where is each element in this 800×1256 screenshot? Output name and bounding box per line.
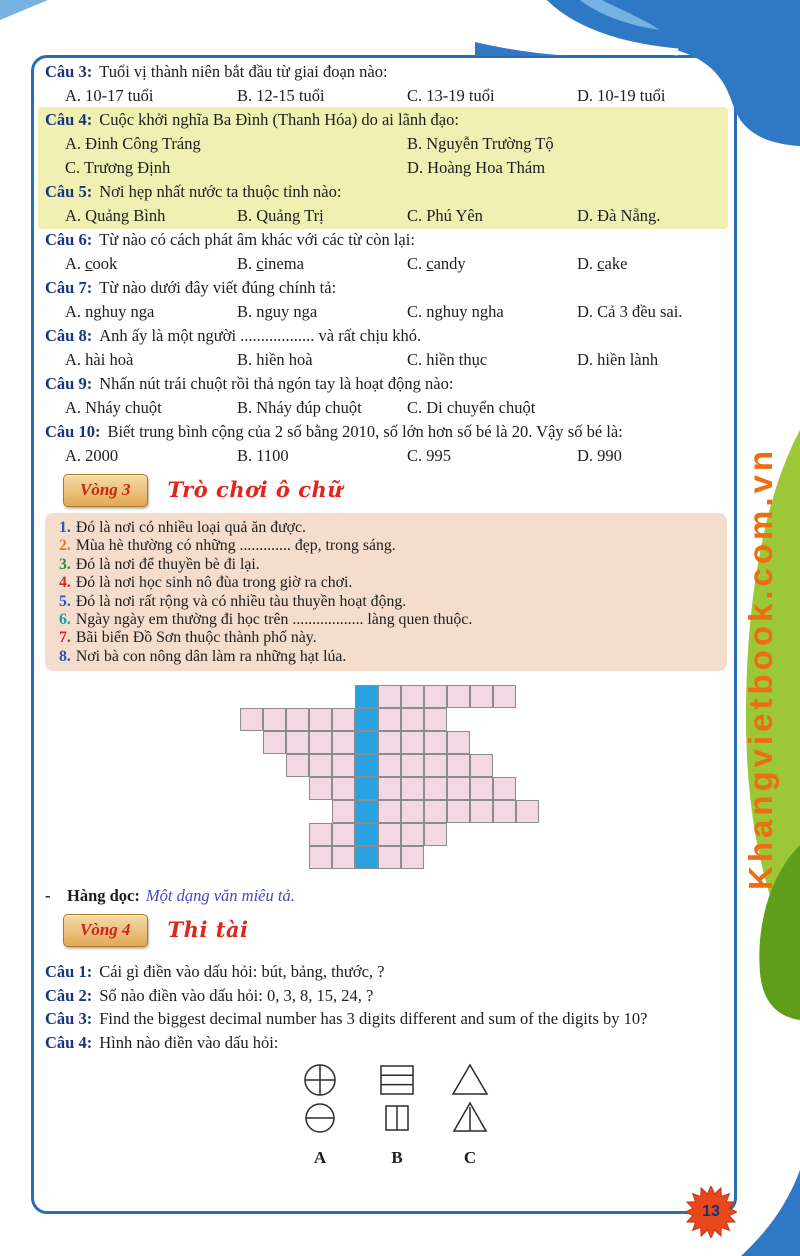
question-text: Từ nào có cách phát âm khác với các từ còn lại: <box>99 230 415 249</box>
crossword-cell <box>332 777 355 800</box>
crossword-cell <box>378 731 401 754</box>
clue-4 <box>59 574 717 592</box>
crossword-cell <box>378 754 401 777</box>
crossword-cell <box>470 777 493 800</box>
option-d: D. Hoàng Hoa Thám <box>407 158 546 177</box>
crossword-cell <box>332 823 355 846</box>
question-label: Câu 3: <box>45 1009 93 1029</box>
question-text: Find the biggest decimal number has 3 digits different and sum of the digits by 10? <box>99 1009 648 1029</box>
round3-header <box>45 472 727 508</box>
option-b: B. hiền hoà <box>237 350 313 369</box>
question-cau8 <box>45 324 727 348</box>
question-label: Câu 9: <box>45 374 93 393</box>
clue-text: Nơi bà con nông dân làm ra những hạt lúa. <box>75 647 347 665</box>
option-a: A. Đinh Công Tráng <box>65 134 201 153</box>
question-text: Biết trung bình cộng của 2 số bằng 2010, số lớn hơn số bé là 20. Vậy số bé là: <box>107 422 623 441</box>
square-hlines-icon <box>381 1066 413 1094</box>
question-label: Câu 4: <box>45 1032 93 1052</box>
option-a: A. 10-17 tuổi <box>65 86 154 105</box>
crossword-cell-highlight <box>355 754 378 777</box>
option-c: C. 13-19 tuổi <box>407 86 495 105</box>
vertical-word-hint: Một dạng văn miêu tả. <box>145 886 295 906</box>
crossword-cell <box>424 754 447 777</box>
clue-8 <box>59 648 717 666</box>
question-r4-1 <box>45 960 727 984</box>
crossword-cell <box>263 708 286 731</box>
clue-number: 5. <box>59 592 71 610</box>
crossword-cell <box>286 708 309 731</box>
crossword-cell-highlight <box>355 846 378 869</box>
question-cau9 <box>45 372 727 396</box>
crossword-cell <box>516 800 539 823</box>
question-r4-4 <box>45 1031 727 1055</box>
question-cau10 <box>45 420 727 444</box>
crossword-clues-box <box>45 513 727 671</box>
crossword-cell <box>309 731 332 754</box>
clue-number: 8. <box>59 647 71 665</box>
crossword-cell <box>470 754 493 777</box>
option-c: C. 995 <box>407 446 452 465</box>
option-d: D. 990 <box>577 446 622 465</box>
option-b: B. Nguyễn Trường Tộ <box>407 134 554 153</box>
crossword-cell <box>424 800 447 823</box>
crossword-cell <box>401 754 424 777</box>
crossword-cell <box>332 800 355 823</box>
question-r4-3 <box>45 1007 727 1031</box>
crossword-cell <box>424 731 447 754</box>
clue-text: Ngày ngày em thường đi học trên .................. làng quen thuộc. <box>75 611 473 629</box>
option-b: B. cinema <box>237 254 304 273</box>
crossword-cell <box>332 846 355 869</box>
crossword-cell <box>401 708 424 731</box>
options-cau6 <box>45 252 727 276</box>
crossword-cell <box>332 754 355 777</box>
options-cau5 <box>45 204 727 228</box>
round4-header <box>45 912 727 948</box>
round3-badge: Vòng 3 <box>63 474 148 507</box>
question-cau5 <box>45 180 727 204</box>
crossword-cell <box>309 708 332 731</box>
question-label: Câu 1: <box>45 962 93 982</box>
question-label: Câu 8: <box>45 326 93 345</box>
clue-number: 4. <box>59 574 71 592</box>
crossword-cell <box>447 731 470 754</box>
crossword-cell <box>493 800 516 823</box>
crossword-cell <box>401 685 424 708</box>
option-d: D. 10-19 tuổi <box>577 86 666 105</box>
clue-6 <box>59 611 717 629</box>
question-label: Câu 10: <box>45 422 101 441</box>
crossword-cell <box>309 823 332 846</box>
crossword-cell <box>378 777 401 800</box>
figure-label-b: B <box>391 1148 403 1168</box>
option-a: A. Quảng Bình <box>65 206 166 225</box>
crossword-cell <box>378 823 401 846</box>
question-label: Câu 2: <box>45 985 93 1005</box>
crossword-cell <box>401 731 424 754</box>
clue-text: Đó là nơi học sinh nô đùa trong giờ ra chơi. <box>75 574 353 592</box>
crossword-cell <box>401 800 424 823</box>
round4-title: Thi tài <box>167 917 249 943</box>
round4-badge: Vòng 4 <box>63 914 148 947</box>
question-label: Câu 5: <box>45 182 93 201</box>
options-cau9 <box>45 396 727 420</box>
crossword-cell <box>378 708 401 731</box>
question-text: Cuộc khởi nghĩa Ba Đình (Thanh Hóa) do ai lãnh đạo: <box>99 110 459 129</box>
page-content <box>45 60 727 1174</box>
top-right-corner-decoration <box>430 0 800 160</box>
crossword-cell <box>424 685 447 708</box>
option-a: A. nghuy nga <box>65 302 155 321</box>
top-left-corner-decoration <box>0 0 70 26</box>
crossword-cell <box>378 800 401 823</box>
crossword-cell <box>286 731 309 754</box>
option-c: C. candy <box>407 254 466 273</box>
crossword-cell <box>470 800 493 823</box>
question-label: Câu 6: <box>45 230 93 249</box>
bottom-right-corner-decoration <box>735 1160 800 1256</box>
crossword-cell <box>309 777 332 800</box>
clue-1 <box>59 519 717 537</box>
question-text: Cái gì điền vào dấu hỏi: bút, bảng, thước, ? <box>99 962 385 982</box>
question-text: Từ nào dưới đây viết đúng chính tả: <box>99 278 337 297</box>
vertical-word-label: Hàng dọc: <box>67 886 140 906</box>
crossword-cell <box>332 731 355 754</box>
crossword-grid <box>240 685 540 869</box>
clue-7 <box>59 629 717 647</box>
crossword-cell <box>424 708 447 731</box>
question-text: Nơi hẹp nhất nước ta thuộc tỉnh nào: <box>99 182 342 201</box>
question-cau6 <box>45 228 727 252</box>
option-d: D. Đà Nẵng. <box>577 206 661 225</box>
publisher-watermark: Khangvietbook.com.vn <box>742 446 779 890</box>
clue-text: Đó là nơi có nhiều loại quả ăn được. <box>75 519 306 536</box>
round4-questions <box>45 960 727 1054</box>
question-text: Hình nào điền vào dấu hỏi: <box>99 1032 279 1052</box>
crossword-cell <box>447 685 470 708</box>
option-b: B. 1100 <box>237 446 289 465</box>
page-number-star <box>685 1186 737 1238</box>
question-cau7 <box>45 276 727 300</box>
crossword-cell <box>401 846 424 869</box>
crossword-cell <box>493 777 516 800</box>
option-a: A. 2000 <box>65 446 119 465</box>
question-label: Câu 3: <box>45 62 93 81</box>
triangle-icon <box>453 1065 487 1094</box>
crossword-cell <box>401 777 424 800</box>
option-a: A. hài hoà <box>65 350 134 369</box>
clue-2 <box>59 537 717 555</box>
clue-number: 7. <box>59 629 71 647</box>
crossword-cell <box>378 846 401 869</box>
crossword-cell-highlight <box>355 777 378 800</box>
figure-label-a: A <box>313 1148 327 1168</box>
round3-title: Trò chơi ô chữ <box>167 477 344 502</box>
option-b: B. Nháy đúp chuột <box>237 398 362 417</box>
option-d: D. hiền lành <box>577 350 659 369</box>
option-b: B. Quảng Trị <box>237 206 324 225</box>
crossword-cell <box>309 846 332 869</box>
clue-text: Bãi biển Đồ Sơn thuộc thành phố này. <box>75 629 317 647</box>
crossword-cell-highlight <box>355 708 378 731</box>
crossword-cell-highlight <box>355 823 378 846</box>
options-cau7 <box>45 300 727 324</box>
crossword-cell-highlight <box>355 685 378 708</box>
options-cau8 <box>45 348 727 372</box>
clue-text: Đó là nơi để thuyền bè đi lại. <box>75 555 260 573</box>
question-label: Câu 4: <box>45 110 93 129</box>
shapes-drawing <box>275 1062 525 1142</box>
shapes-figure <box>45 1062 727 1174</box>
crossword-cell <box>447 754 470 777</box>
question-text: Nhấn nút trái chuột rồi thả ngón tay là hoạt động nào: <box>99 374 454 393</box>
clue-5 <box>59 593 717 611</box>
crossword-cell <box>470 685 493 708</box>
crossword-cell <box>286 754 309 777</box>
question-text: Tuổi vị thành niên bắt đầu từ giai đoạn nào: <box>99 62 388 81</box>
clue-text: Đó là nơi rất rộng và có nhiều tàu thuyền hoạt động. <box>75 592 407 610</box>
option-b: B. 12-15 tuổi <box>237 86 325 105</box>
clue-text: Mùa hè thường có những ............. đẹp, trong sáng. <box>75 537 396 555</box>
clue-number: 1. <box>59 519 71 536</box>
crossword-cell <box>332 708 355 731</box>
question-r4-2 <box>45 984 727 1008</box>
crossword-cell <box>447 800 470 823</box>
options-cau10 <box>45 444 727 468</box>
option-b: B. nguy nga <box>237 302 318 321</box>
crossword-cell <box>240 708 263 731</box>
crossword-cell-highlight <box>355 731 378 754</box>
vertical-word-row <box>45 884 727 908</box>
crossword-cell <box>447 777 470 800</box>
question-label: Câu 7: <box>45 278 93 297</box>
figure-label-c: C <box>463 1148 477 1168</box>
crossword-cell <box>424 777 447 800</box>
crossword-cell <box>493 685 516 708</box>
option-c: C. hiền thục <box>407 350 488 369</box>
clue-number: 2. <box>59 537 71 555</box>
crossword-cell <box>401 823 424 846</box>
page-number: 13 <box>702 1203 720 1220</box>
question-text: Anh ấy là một người .................. và rất chịu khó. <box>99 326 422 345</box>
clue-number: 6. <box>59 611 71 629</box>
option-c: C. Di chuyển chuột <box>407 398 536 417</box>
crossword-cell <box>309 754 332 777</box>
crossword-cell <box>263 731 286 754</box>
clue-3 <box>59 556 717 574</box>
option-d: D. Cả 3 đều sai. <box>577 302 683 321</box>
clue-number: 3. <box>59 555 71 573</box>
option-c: C. Phú Yên <box>407 206 483 225</box>
option-c: C. nghuy ngha <box>407 302 504 321</box>
question-text: Số nào điền vào dấu hỏi: 0, 3, 8, 15, 24, ? <box>99 985 374 1005</box>
crossword-cell <box>378 685 401 708</box>
dash-bullet: - <box>45 886 51 906</box>
crossword-cell <box>424 823 447 846</box>
option-c: C. Trương Định <box>65 158 171 177</box>
option-d: D. cake <box>577 254 628 273</box>
option-a: A. Nháy chuột <box>65 398 162 417</box>
crossword-cell-highlight <box>355 800 378 823</box>
option-a: A. cook <box>65 254 118 273</box>
